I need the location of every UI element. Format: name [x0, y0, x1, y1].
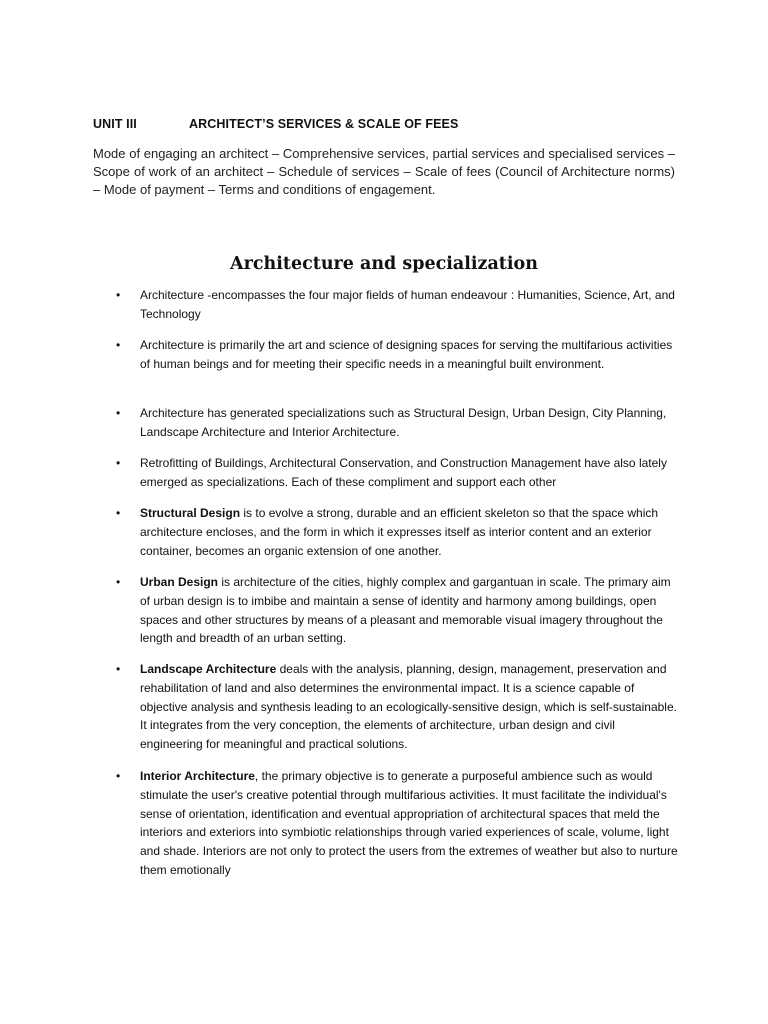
- bullet-item: [116, 573, 678, 648]
- bullet-term: Urban Design: [140, 575, 219, 589]
- bullet-dot: •: [116, 575, 121, 589]
- bullet-item: [116, 336, 678, 374]
- unit-title: ARCHITECT’S SERVICES & SCALE OF FEES: [189, 117, 459, 131]
- bullet-dot: •: [116, 662, 121, 676]
- bullet-text: is to evolve a strong, durable and an efficient skeleton so that the space which architecture encloses, and the form in which it expresses itself as interior content and an exterior container, becomes an organic extension of one another.: [140, 506, 659, 558]
- bullet-text: deals with the analysis, planning, design, management, preservation and rehabilitation of land and also determines the environmental impact. It is a science capable of objective analysis and synthesis leading to an ecologically-sensitive design, which is self-sustainable. It integrates from the very conception, the elements of architecture, urban design and civil engineering for meaningful and practical solutions.: [140, 662, 677, 752]
- bullet-text: Architecture -encompasses the four major fields of human endeavour : Humanities, Science, Art, and Technology: [140, 288, 675, 321]
- bullet-item: [116, 454, 678, 492]
- bullet-item: [116, 404, 678, 442]
- bullet-text: Architecture has generated specializations such as Structural Design, Urban Design, City Planning, Landscape Architecture and Interior Architecture.: [140, 406, 667, 439]
- bullet-item: [116, 504, 678, 560]
- bullet-dot: •: [116, 456, 121, 470]
- bullet-dot: •: [116, 506, 121, 520]
- unit-heading: [93, 117, 459, 131]
- bullet-dot: •: [116, 406, 121, 420]
- bullet-text: Architecture is primarily the art and science of designing spaces for serving the multifarious activities of human beings and for meeting their specific needs in a meaningful built environment.: [140, 338, 673, 371]
- bullet-term: Interior Architecture: [140, 769, 255, 783]
- bullet-term: Structural Design: [140, 506, 241, 520]
- bullet-dot: •: [116, 288, 121, 302]
- bullet-text: is architecture of the cities, highly complex and gargantuan in scale. The primary aim of urban design is to imbibe and maintain a sense of identity and harmony among buildings, open spaces and other structures by means of a pleasant and memorable visual imagery throughout the length and breadth of an urban setting.: [140, 575, 671, 646]
- unit-label: UNIT III: [93, 117, 137, 131]
- bullet-term: Landscape Architecture: [140, 662, 277, 676]
- bullet-dot: •: [116, 769, 121, 783]
- syllabus-paragraph: Mode of engaging an architect – Comprehensive services, partial services and specialised services – Scope of work of an architect – Schedule of services – Scale of fees (Council of Architecture norms) – Mode of payment – Terms and conditions of engagement.: [93, 146, 675, 197]
- bullet-item: [116, 767, 678, 880]
- bullet-item: [116, 660, 678, 754]
- section-title: Architecture and specialization: [230, 254, 538, 274]
- bullet-item: [116, 286, 678, 324]
- bullet-text: Retrofitting of Buildings, Architectural Conservation, and Construction Management have also lately emerged as specializations. Each of these compliment and support each other: [140, 456, 667, 489]
- bullet-dot: •: [116, 338, 121, 352]
- bullet-text: , the primary objective is to generate a purposeful ambience such as would stimulate the user's creative potential through multifarious activities. It must facilitate the individual's sense of orientation, identification and eventual appropriation of architectural spaces that meld the interiors and exteriors into symbiotic relationships through varied experiences of scale, volume, light and shade. Interiors are not only to protect the users from the extremes of weather but also to nurture them emotionally: [140, 769, 678, 877]
